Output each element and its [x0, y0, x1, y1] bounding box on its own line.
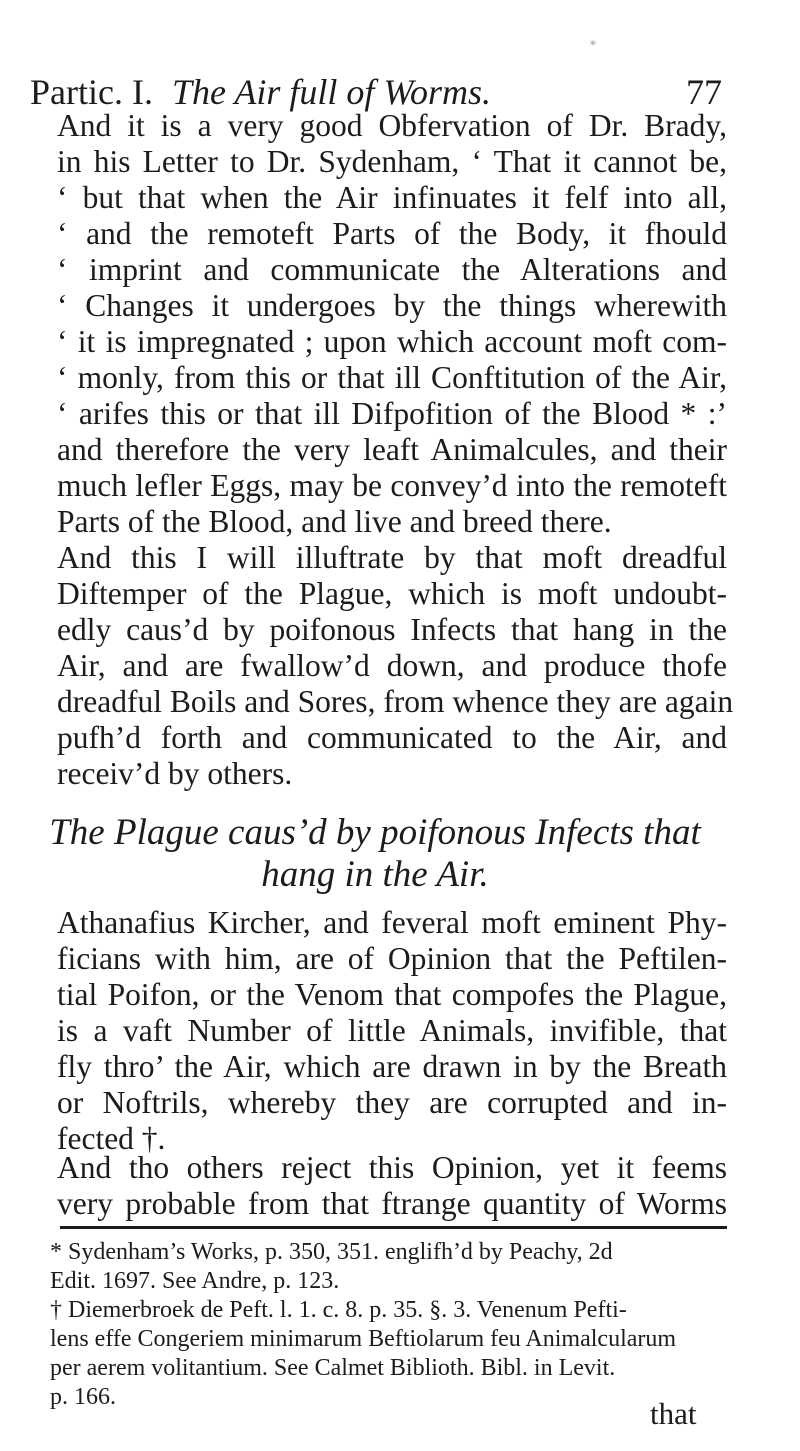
text-line: much lefler Eggs, may be convey’d into the remoteft [57, 468, 727, 503]
section-heading: The Plague caus’d by poifonous Infects that [49, 812, 701, 853]
text-line: ‘ but that when the Air infinuates it felf into all, [57, 180, 727, 215]
text-line: And it is a very good Obfervation of Dr. Brady, [57, 108, 727, 143]
page-number: 77 [686, 72, 722, 112]
text-line: pufh’d forth and communicated to the Air, and [57, 720, 727, 755]
running-title: The Air full of Worms. [172, 72, 492, 112]
text-line: tial Poifon, or the Venom that compofes the Plague, [57, 977, 727, 1012]
text-line: And tho others reject this Opinion, yet it feems [57, 1150, 727, 1185]
text-line: ‘ Changes it undergoes by the things wherewith [57, 288, 727, 323]
text-line: Diftemper of the Plague, which is moft undoubt- [57, 576, 727, 611]
text-line: and therefore the very leaft Animalcules, and their [57, 432, 727, 467]
text-line: Athanafius Kircher, and feveral moft eminent Phy- [57, 905, 727, 940]
footnote-line: * Sydenham’s Works, p. 350, 351. englifh’d by Peachy, 2d [50, 1239, 613, 1265]
text-line: ‘ and the remoteft Parts of the Body, it fhould [57, 216, 727, 251]
text-line: dreadful Boils and Sores, from whence they are again [57, 684, 734, 719]
text-line: ‘ imprint and communicate the Alterations and [57, 252, 727, 287]
footnote-rule [60, 1226, 727, 1229]
footnote-line: lens effe Congeriem minimarum Beftiolarum feu Animalcularum [50, 1326, 677, 1352]
text-line: very probable from that ftrange quantity of Worms [57, 1186, 727, 1221]
pencil-mark: * [590, 38, 596, 52]
text-line: Air, and are fwallow’d down, and produce thofe [57, 648, 727, 683]
text-line: And this I will illuftrate by that moft dreadful [57, 540, 727, 575]
catchword: that [650, 1396, 697, 1431]
text-line: is a vaft Number of little Animals, invifible, that [57, 1013, 727, 1048]
text-line: or Noftrils, whereby they are corrupted and in- [57, 1085, 727, 1120]
part-label: Partic. I. [30, 72, 153, 112]
text-line: Parts of the Blood, and live and breed there. [57, 504, 612, 539]
text-line: ‘ arifes this or that ill Difpofition of the Blood * :’ [57, 396, 727, 431]
section-heading: hang in the Air. [261, 854, 489, 895]
text-line: ficians with him, are of Opinion that the Peftilen- [57, 941, 727, 976]
text-line: ‘ monly, from this or that ill Conftitution of the Air, [57, 360, 727, 395]
text-line: receiv’d by others. [57, 756, 293, 791]
text-line: fly thro’ the Air, which are drawn in by the Breath [57, 1049, 727, 1084]
footnote-line: per aerem volitantium. See Calmet Biblioth. Bibl. in Levit. [50, 1355, 616, 1381]
footnote-line: Edit. 1697. See Andre, p. 123. [50, 1268, 340, 1294]
text-line: fected †. [57, 1121, 166, 1156]
text-line: ‘ it is impregnated ; upon which account moft com- [57, 324, 727, 359]
footnote-line: p. 166. [50, 1384, 116, 1410]
text-line: edly caus’d by poifonous Infects that hang in the [57, 612, 727, 647]
footnote-line: † Diemerbroek de Peft. l. 1. c. 8. p. 35. §. 3. Venenum Pefti- [50, 1297, 627, 1323]
text-line: in his Letter to Dr. Sydenham, ‘ That it cannot be, [57, 144, 727, 179]
